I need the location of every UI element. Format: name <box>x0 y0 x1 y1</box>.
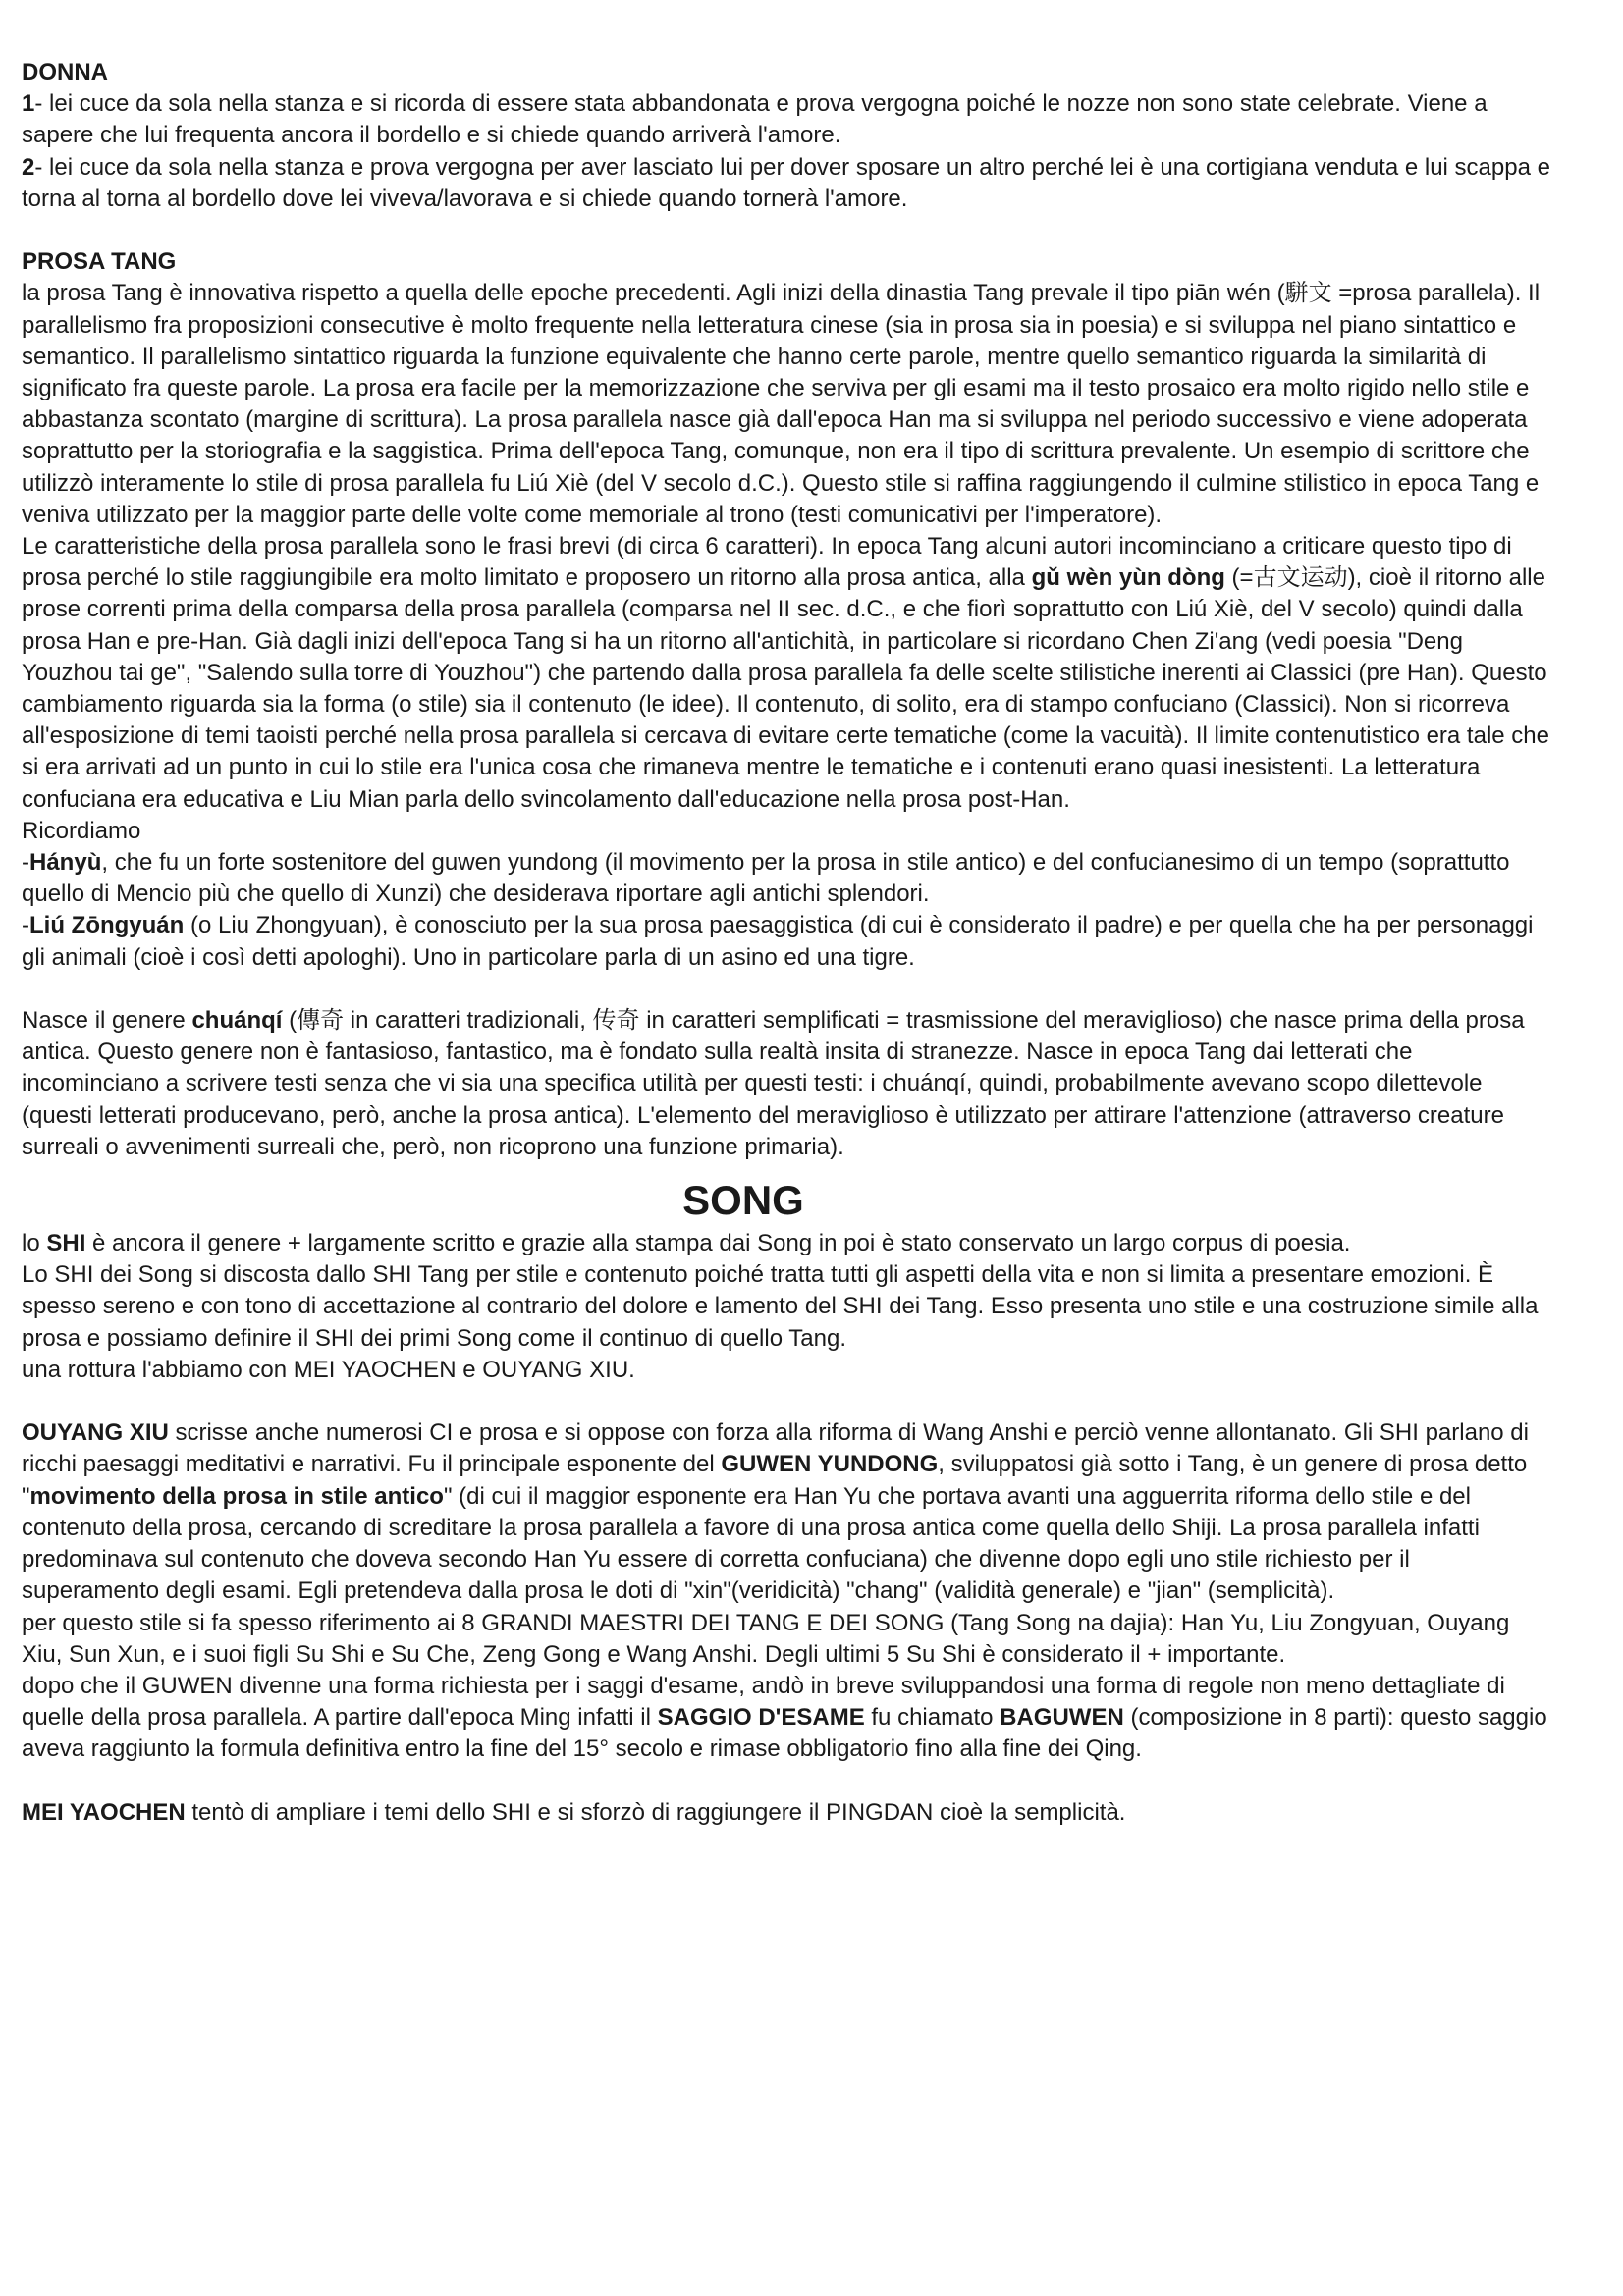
prosa-tang-heading: PROSA TANG <box>22 248 177 276</box>
hanyu-paragraph: -Hányù, che fu un forte sostenitore del guwen yundong (il movimento per la prosa in stile antico) e del confucianesimo di un tempo (soprattutto quello di Mencio più che quello di Xunzi) che desiderava riportare agli antichi splendori. <box>22 849 1510 908</box>
ouyang-xiu-paragraph: OUYANG XIU scrisse anche numerosi CI e prosa e si oppose con forza alla riforma di Wang Anshi e perciò venne allontanato. Gli SHI parlano di ricchi paesaggi meditativi e narrativi. Fu il principale esponente del GUWEN YUNDONG, sviluppatosi già sotto i Tang, è un genere di prosa detto "movimento della prosa in stile antico" (di cui il maggior esponente era Han Yu che portava avanti una agguerrita riforma dello stile e del contenuto della prosa, cercando di screditare la prosa parallela a favore di una prosa antica come quella dello Shiji. La prosa parallela infatti predominava sul contenuto che doveva secondo Han Yu essere di corretta confuciana) che divenne dopo egli uno stile richiesto per il superamento degli esami. Egli pretendeva dalla prosa le doti di "xin"(veridicità) "chang" (validità generale) e "jian" (semplicità). <box>22 1419 1529 1605</box>
ricordiamo-label: Ricordiamo <box>22 817 141 844</box>
donna-item-2: 2- lei cuce da sola nella stanza e prova vergogna per aver lasciato lui per dover sposare un altro perché lei è una cortigiana venduta e lui scappa e torna al torna al bordello dove lei viveva/lavorava e si chiede quando tornerà l'amore. <box>22 153 1550 212</box>
baguwen-paragraph: dopo che il GUWEN divenne una forma richiesta per i saggi d'esame, andò in breve sviluppandosi una forma di regole non meno dettagliate di quelle della prosa parallela. A partire dall'epoca Ming infatti il SAGGIO D'ESAME fu chiamato BAGUWEN (composizione in 8 parti): questo saggio aveva raggiunto la formula definitiva entro la fine del 15° secolo e rimase obbligatorio fino alla fine dei Qing. <box>22 1672 1547 1763</box>
liu-zongyuan-paragraph: -Liú Zōngyuán (o Liu Zhongyuan), è conosciuto per la sua prosa paesaggistica (di cui è considerato il padre) e per quella che ha per personaggi gli animali (cioè i così detti apologhi). Uno in particolare parla di un asino ed una tigre. <box>22 912 1534 971</box>
grandi-maestri-paragraph: per questo stile si fa spesso riferimento ai 8 GRANDI MAESTRI DEI TANG E DEI SONG (Tang Song na dajia): Han Yu, Liu Zongyuan, Ouyang Xiu, Sun Xun, e i suoi figli Su Shi e Su Che, Zeng Gong e Wang Anshi. Degli ultimi 5 Su Shi è considerato il + importante. <box>22 1609 1510 1668</box>
document-page <box>22 57 1553 1829</box>
song-paragraph-2: Lo SHI dei Song si discosta dallo SHI Tang per stile e contenuto poiché tratta tutti gli aspetti della vita e non si limita a presentare emozioni. È spesso sereno e con tono di accettazione al contrario del dolore e lamento del SHI dei Tang. Esso presenta uno stile e una costruzione simile alla prosa e possiamo definire il SHI dei primi Song come il continuo di quello Tang. <box>22 1261 1539 1352</box>
song-paragraph-3: una rottura l'abbiamo con MEI YAOCHEN e OUYANG XIU. <box>22 1356 635 1383</box>
prosa-tang-paragraph-1: la prosa Tang è innovativa rispetto a quella delle epoche precedenti. Agli inizi della dinastia Tang prevale il tipo piān wén (駢文 =prosa parallela). Il parallelismo fra proposizioni consecutive è molto frequente nella letteratura cinese (sia in prosa sia in poesia) e si sviluppa nel piano sintattico e semantico. Il parallelismo sintattico riguarda la funzione equivalente che hanno certe parole, mentre quello semantico riguarda la similarità di significato fra queste parole. La prosa era facile per la memorizzazione che serviva per gli esami ma il testo prosaico era molto rigido nello stile e abbastanza scontato (margine di scrittura). La prosa parallela nasce già dall'epoca Han ma si sviluppa nel periodo successivo e viene adoperata soprattutto per la storiografia e la saggistica. Prima dell'epoca Tang, comunque, non era il tipo di scrittura prevalente. Un esempio di scrittore che utilizzò interamente lo stile di prosa parallela fu Liú Xiè (del V secolo d.C.). Questo stile si raffina raggiungendo il culmine stilistico in epoca Tang e veniva utilizzato per la maggior parte delle volte come memoriale al trono (testi comunicativi per l'imperatore). <box>22 280 1541 528</box>
mei-yaochen-paragraph: MEI YAOCHEN tentò di ampliare i temi dello SHI e si sforzò di raggiungere il PINGDAN cioè la semplicità. <box>22 1798 1126 1826</box>
song-title: SONG <box>682 1177 804 1224</box>
prosa-tang-paragraph-2: Le caratteristiche della prosa parallela sono le frasi brevi (di circa 6 caratteri). In epoca Tang alcuni autori incominciano a criticare questo tipo di prosa perché lo stile raggiungibile era molto limitato e proposero un ritorno alla prosa antica, alla gǔ wèn yùn dòng (=古文运动), cioè il ritorno alle prose correnti prima della comparsa della prosa parallela (comparsa nel II sec. d.C., e che fiorì soprattutto con Liú Xiè, del V secolo) quindi dalla prosa Han e pre-Han. Già dagli inizi dell'epoca Tang si ha un ritorno all'antichità, in particolare si ricordano Chen Zi'ang (vedi poesia "Deng Youzhou tai ge", "Salendo sulla torre di Youzhou") che partendo dalla prosa parallela fa delle scelte stilistiche inerenti ai Classici (pre Han). Questo cambiamento riguarda sia la forma (o stile) sia il contenuto (le idee). Il contenuto, di solito, era di stampo confuciano (Classici). Non si ricorreva all'esposizione di temi taoisti perché nella prosa parallela si cercava di evitare certe tematiche (come la vacuità). Il limite contenutistico era tale che si era arrivati ad un punto in cui lo stile era l'unica cosa che rimaneva mentre le tematiche e i contenuti erano quasi inesistenti. La letteratura confuciana era educativa e Liu Mian parla dello svincolamento dall'educazione nella prosa post-Han. <box>22 533 1549 813</box>
donna-item-1: 1- lei cuce da sola nella stanza e si ricorda di essere stata abbandonata e prova vergogna poiché le nozze non sono state celebrate. Viene a sapere che lui frequenta ancora il bordello e si chiede quando arriverà l'amore. <box>22 90 1488 149</box>
chuanqi-paragraph: Nasce il genere chuánqí (傳奇 in caratteri tradizionali, 传奇 in caratteri semplificati = trasmissione del meraviglioso) che nasce prima della prosa antica. Questo genere non è fantasioso, fantastico, ma è fondato sulla realtà insita di stranezze. Nasce in epoca Tang dai letterati che incominciano a scrivere testi senza che vi sia una specifica utilità per questi testi: i chuánqí, quindi, probabilmente avevano scopo dilettevole (questi letterati producevano, però, anche la prosa antica). L'elemento del meraviglioso è utilizzato per attirare l'attenzione (attraverso creature surreali o avvenimenti surreali che, però, non ricoprono una funzione primaria). <box>22 1007 1525 1160</box>
song-paragraph-1: lo SHI è ancora il genere + largamente scritto e grazie alla stampa dai Song in poi è stato conservato un largo corpus di poesia. <box>22 1230 1351 1257</box>
donna-heading: DONNA <box>22 59 108 85</box>
